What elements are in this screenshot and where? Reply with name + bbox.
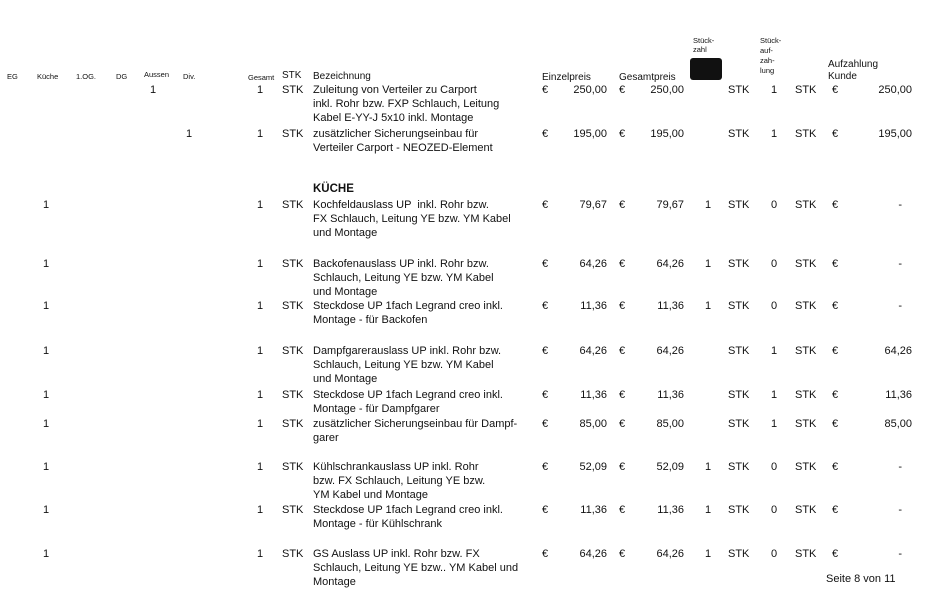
header-aussen: Aussen: [144, 70, 170, 79]
row-einzelpreis: 64,26: [579, 548, 607, 560]
row-currency-gp: €: [619, 199, 626, 211]
row-gesamtpreis: 195,00: [650, 128, 684, 140]
row-unit: STK: [282, 389, 304, 401]
row-description: GS Auslass UP inkl. Rohr bzw. FX Schlauch, Leitung YE bzw.. YM Kabel und Montage: [313, 548, 519, 588]
row-currency-kunde: €: [832, 504, 839, 516]
section-title: KÜCHE: [313, 183, 354, 195]
row-currency-gp: €: [619, 84, 626, 96]
row-aufzahlung-kunde: -: [898, 258, 902, 270]
row-currency-gp: €: [619, 300, 626, 312]
row-unit-2: STK: [728, 258, 750, 270]
row-gesamt: 1: [257, 300, 264, 312]
row-einzelpreis: 11,36: [580, 504, 607, 516]
row-unit-2: STK: [728, 548, 750, 560]
row-description: Kühlschrankauslass UP inkl. Rohr bzw. FX Schlauch, Leitung YE bzw. YM Kabel und Montage: [313, 461, 486, 501]
row-currency-kunde: €: [832, 389, 839, 401]
row-currency-ep: €: [542, 84, 549, 96]
row-unit-2: STK: [728, 84, 750, 96]
row-gesamtpreis: 79,67: [656, 199, 684, 211]
row-currency-ep: €: [542, 504, 549, 516]
row-unit-2: STK: [728, 504, 750, 516]
header-1og: 1.OG.: [76, 72, 97, 81]
row-unit-3: STK: [795, 548, 817, 560]
row-gesamtpreis: 64,26: [656, 548, 684, 560]
header-dg: DG: [116, 72, 128, 81]
row-unit-3: STK: [795, 84, 817, 96]
header-stk: STK: [282, 70, 302, 81]
header-einzelpreis: Einzelpreis: [542, 72, 591, 83]
row-unit-3: STK: [795, 418, 817, 430]
row-aufzahlung-qty: 0: [771, 461, 778, 473]
row-currency-gp: €: [619, 461, 626, 473]
row-description: Steckdose UP 1fach Legrand creo inkl. Montage - für Kühlschrank: [313, 504, 503, 530]
header-gesamtpreis: Gesamtpreis: [619, 72, 676, 83]
row-currency-gp: €: [619, 345, 626, 357]
row-stueckzahl: 1: [705, 258, 712, 270]
header-auf-1: Stück-: [760, 36, 782, 45]
row-unit-3: STK: [795, 345, 817, 357]
row-unit-2: STK: [728, 128, 750, 140]
row-currency-kunde: €: [832, 199, 839, 211]
row-currency-ep: €: [542, 258, 549, 270]
header-bezeichnung: Bezeichnung: [313, 71, 371, 82]
header-eg: EG: [7, 72, 18, 81]
row-currency-kunde: €: [832, 258, 839, 270]
row-stueckzahl: 1: [705, 461, 712, 473]
row-einzelpreis: 52,09: [579, 461, 607, 473]
redaction-mark: [690, 58, 722, 80]
row-gesamt: 1: [257, 345, 264, 357]
row-div-qty: 1: [186, 128, 193, 140]
row-unit: STK: [282, 300, 304, 312]
header-auf-2: auf-: [760, 46, 773, 55]
row-unit: STK: [282, 258, 304, 270]
row-unit-2: STK: [728, 345, 750, 357]
row-kueche-qty: 1: [43, 548, 50, 560]
row-gesamt: 1: [257, 258, 264, 270]
row-description: zusätzlicher Sicherungseinbau für Dampf- garer: [313, 418, 518, 444]
row-aufzahlung-kunde: -: [898, 300, 902, 312]
row-stueckzahl: 1: [705, 548, 712, 560]
row-gesamtpreis: 64,26: [656, 258, 684, 270]
row-currency-ep: €: [542, 548, 549, 560]
row-gesamtpreis: 11,36: [657, 389, 684, 401]
header-stueckzahl-1: Stück-: [693, 36, 715, 45]
row-currency-gp: €: [619, 548, 626, 560]
row-gesamt: 1: [257, 389, 264, 401]
row-description: zusätzlicher Sicherungseinbau für Verteiler Carport - NEOZED-Element: [313, 128, 493, 154]
row-unit-3: STK: [795, 199, 817, 211]
row-aufzahlung-qty: 1: [771, 389, 778, 401]
row-currency-kunde: €: [832, 345, 839, 357]
row-einzelpreis: 11,36: [580, 389, 607, 401]
row-unit-3: STK: [795, 389, 817, 401]
row-currency-ep: €: [542, 389, 549, 401]
row-unit-2: STK: [728, 389, 750, 401]
row-aufzahlung-kunde: 250,00: [878, 84, 912, 96]
row-description: Kochfeldauslass UP inkl. Rohr bzw. FX Schlauch, Leitung YE bzw. YM Kabel und Montage: [313, 199, 511, 239]
row-aufzahlung-qty: 0: [771, 199, 778, 211]
row-stueckzahl: 1: [705, 504, 712, 516]
row-gesamt: 1: [257, 461, 264, 473]
row-gesamtpreis: 52,09: [656, 461, 684, 473]
row-kueche-qty: 1: [43, 461, 50, 473]
row-stueckzahl: 1: [705, 199, 712, 211]
row-unit-3: STK: [795, 258, 817, 270]
header-kunde-1: Aufzahlung: [828, 59, 879, 70]
row-description: Zuleitung von Verteiler zu Carport inkl. Rohr bzw. FXP Schlauch, Leitung Kabel E-YY-J 5x10 inkl. Montage: [313, 84, 500, 124]
row-einzelpreis: 79,67: [579, 199, 607, 211]
row-currency-ep: €: [542, 345, 549, 357]
row-aufzahlung-kunde: -: [898, 548, 902, 560]
row-aufzahlung-qty: 1: [771, 84, 778, 96]
row-kueche-qty: 1: [43, 504, 50, 516]
page-number: Seite 8 von 11: [826, 573, 896, 585]
row-unit: STK: [282, 461, 304, 473]
header-kueche: Küche: [37, 72, 59, 81]
row-kueche-qty: 1: [43, 199, 50, 211]
row-aufzahlung-kunde: 11,36: [885, 389, 912, 401]
row-gesamtpreis: 85,00: [656, 418, 684, 430]
row-currency-kunde: €: [832, 461, 839, 473]
row-unit: STK: [282, 548, 304, 560]
row-currency-ep: €: [542, 199, 549, 211]
row-stueckzahl: 1: [705, 300, 712, 312]
row-currency-ep: €: [542, 461, 549, 473]
row-unit-3: STK: [795, 128, 817, 140]
row-gesamt: 1: [257, 128, 264, 140]
row-aufzahlung-qty: 0: [771, 300, 778, 312]
header-gesamt: Gesamt: [248, 73, 275, 82]
row-gesamtpreis: 250,00: [650, 84, 684, 96]
row-unit-2: STK: [728, 300, 750, 312]
row-unit: STK: [282, 84, 304, 96]
row-currency-kunde: €: [832, 300, 839, 312]
row-kueche-qty: 1: [43, 389, 50, 401]
row-currency-ep: €: [542, 300, 549, 312]
row-aufzahlung-kunde: -: [898, 199, 902, 211]
row-description: Steckdose UP 1fach Legrand creo inkl. Montage - für Dampfgarer: [313, 389, 503, 415]
row-currency-ep: €: [542, 418, 549, 430]
row-unit-2: STK: [728, 199, 750, 211]
row-aufzahlung-kunde: 195,00: [878, 128, 912, 140]
row-unit-3: STK: [795, 461, 817, 473]
header-auf-3: zah-: [760, 56, 775, 65]
row-gesamt: 1: [257, 84, 264, 96]
row-aufzahlung-qty: 1: [771, 128, 778, 140]
row-aussen-qty: 1: [150, 84, 157, 96]
row-gesamt: 1: [257, 199, 264, 211]
row-aufzahlung-kunde: -: [898, 504, 902, 516]
row-unit: STK: [282, 128, 304, 140]
row-aufzahlung-qty: 0: [771, 504, 778, 516]
row-einzelpreis: 64,26: [579, 345, 607, 357]
row-currency-gp: €: [619, 258, 626, 270]
row-einzelpreis: 85,00: [579, 418, 607, 430]
row-aufzahlung-qty: 1: [771, 418, 778, 430]
header-stueckzahl-2: zahl: [693, 45, 707, 54]
row-gesamtpreis: 64,26: [656, 345, 684, 357]
row-gesamt: 1: [257, 418, 264, 430]
row-gesamtpreis: 11,36: [657, 300, 684, 312]
header-div: Div.: [183, 72, 196, 81]
row-unit: STK: [282, 199, 304, 211]
row-description: Backofenauslass UP inkl. Rohr bzw. Schlauch, Leitung YE bzw. YM Kabel und Montage: [313, 258, 494, 298]
row-description: Steckdose UP 1fach Legrand creo inkl. Montage - für Backofen: [313, 300, 503, 326]
row-unit-3: STK: [795, 300, 817, 312]
row-einzelpreis: 250,00: [573, 84, 607, 96]
row-kueche-qty: 1: [43, 345, 50, 357]
row-currency-ep: €: [542, 128, 549, 140]
row-description: Dampfgarerauslass UP inkl. Rohr bzw. Schlauch, Leitung YE bzw. YM Kabel und Montage: [313, 345, 502, 385]
row-einzelpreis: 195,00: [573, 128, 607, 140]
row-aufzahlung-qty: 1: [771, 345, 778, 357]
header-auf-4: lung: [760, 66, 775, 75]
row-kueche-qty: 1: [43, 258, 50, 270]
row-unit: STK: [282, 345, 304, 357]
row-aufzahlung-kunde: -: [898, 461, 902, 473]
row-currency-kunde: €: [832, 418, 839, 430]
row-kueche-qty: 1: [43, 300, 50, 312]
row-currency-gp: €: [619, 128, 626, 140]
row-currency-kunde: €: [832, 84, 839, 96]
row-einzelpreis: 11,36: [580, 300, 607, 312]
row-gesamt: 1: [257, 548, 264, 560]
row-einzelpreis: 64,26: [579, 258, 607, 270]
row-currency-gp: €: [619, 389, 626, 401]
row-unit-2: STK: [728, 418, 750, 430]
row-aufzahlung-qty: 0: [771, 258, 778, 270]
row-aufzahlung-qty: 0: [771, 548, 778, 560]
row-unit: STK: [282, 504, 304, 516]
row-currency-gp: €: [619, 504, 626, 516]
row-unit-2: STK: [728, 461, 750, 473]
row-unit: STK: [282, 418, 304, 430]
row-gesamtpreis: 11,36: [657, 504, 684, 516]
row-gesamt: 1: [257, 504, 264, 516]
row-unit-3: STK: [795, 504, 817, 516]
row-currency-gp: €: [619, 418, 626, 430]
row-currency-kunde: €: [832, 128, 839, 140]
row-currency-kunde: €: [832, 548, 839, 560]
row-kueche-qty: 1: [43, 418, 50, 430]
header-kunde-2: Kunde: [828, 71, 857, 82]
row-aufzahlung-kunde: 85,00: [884, 418, 912, 430]
row-aufzahlung-kunde: 64,26: [884, 345, 912, 357]
